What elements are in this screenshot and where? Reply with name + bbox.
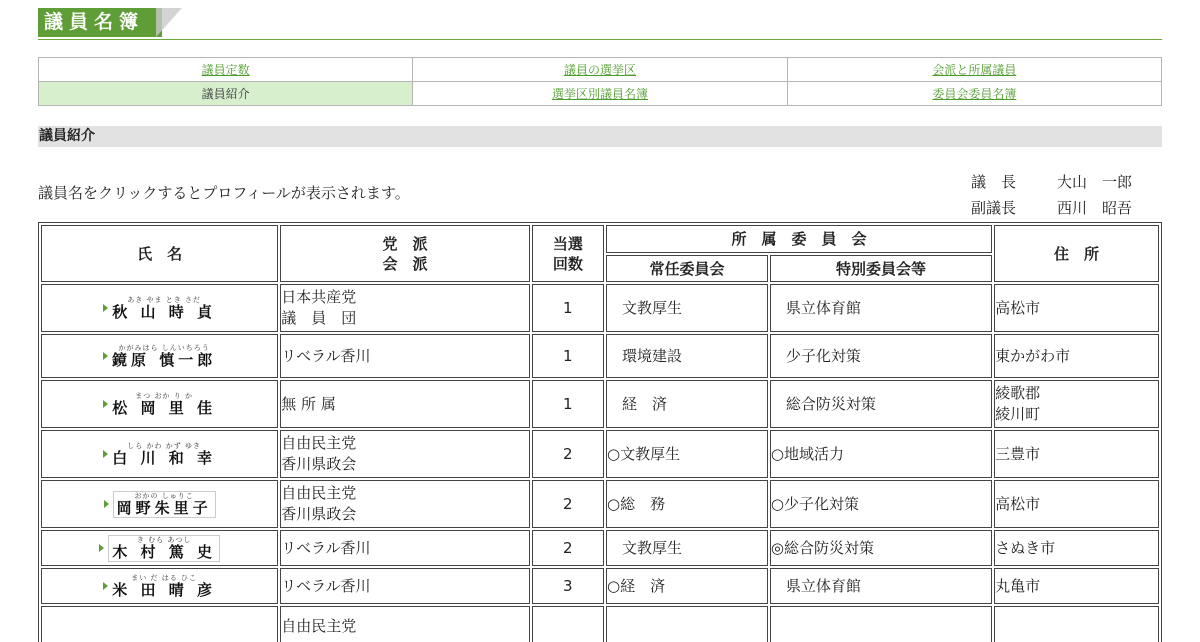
standing-committee: ○総 務	[606, 480, 768, 528]
name-cell	[41, 530, 278, 566]
page-title-bar	[38, 8, 1162, 40]
member-name: 岡野朱里子	[116, 498, 212, 517]
address-line1: 高松市	[995, 494, 1041, 513]
election-count: 1	[532, 380, 604, 428]
intro-text: 議員名をクリックするとプロフィールが表示されます。	[38, 184, 410, 202]
nav-link-factions[interactable]: 会派と所属議員	[932, 63, 1017, 77]
address-cell	[994, 568, 1159, 604]
header-committee-group: 所 属 委 員 会	[606, 225, 992, 253]
address-line1: 三豊市	[995, 444, 1041, 463]
header-special-committee: 特別委員会等	[770, 255, 992, 282]
address-line1: 高松市	[995, 298, 1041, 317]
address-cell	[994, 284, 1159, 332]
party-line1: リベラル香川	[281, 346, 371, 365]
header-party-line1: 党 派	[382, 234, 428, 253]
nav-link-by-district[interactable]: 選挙区別議員名簿	[551, 87, 648, 101]
header-count-line2: 回数	[552, 254, 583, 273]
officer-role: 副議長	[971, 199, 1017, 217]
name-reading: まつ おか り か	[135, 391, 193, 400]
standing-committee	[606, 606, 768, 642]
nav-cell	[413, 58, 787, 82]
address-line1: さぬき市	[995, 538, 1056, 557]
election-count: 2	[532, 530, 604, 566]
table-row	[41, 480, 1159, 528]
address-line2: 綾川町	[995, 405, 1041, 423]
address-line1: 東かがわ市	[995, 346, 1071, 365]
special-committee: ○少子化対策	[770, 480, 992, 528]
party-cell	[280, 430, 529, 478]
nav-cell	[787, 58, 1161, 82]
party-line1: 無 所 属	[281, 394, 336, 413]
standing-committee: ○経 済	[606, 568, 768, 604]
party-cell	[280, 284, 529, 332]
header-count-line1: 当選	[552, 234, 583, 253]
party-line1: リベラル香川	[281, 538, 371, 557]
standing-committee: ○文教厚生	[606, 430, 768, 478]
election-count: 1	[532, 284, 604, 332]
name-cell	[41, 480, 278, 528]
table-row	[41, 568, 1159, 604]
name-reading: まい だ はる ひこ	[131, 573, 197, 582]
member-table	[38, 222, 1162, 642]
election-count: 3	[532, 568, 604, 604]
standing-committee: 文教厚生	[606, 530, 768, 566]
name-cell	[41, 568, 278, 604]
member-table-container	[38, 222, 1162, 642]
standing-committee: 文教厚生	[606, 284, 768, 332]
member-name: 松 岡 里 佳	[112, 398, 216, 417]
special-committee: ◎総合防災対策	[770, 530, 992, 566]
section-heading-text: 議員紹介	[39, 128, 95, 144]
officer-role: 議 長	[971, 173, 1017, 191]
party-line1: 自由民主党	[281, 616, 357, 635]
sub-navigation	[38, 57, 1162, 106]
name-reading: あき やま とき さだ	[127, 295, 201, 304]
party-line1: 日本共産党	[281, 288, 357, 306]
member-name-link[interactable]	[113, 491, 216, 518]
special-committee: 総合防災対策	[770, 380, 992, 428]
header-party-line2: 会 派	[382, 254, 428, 273]
special-committee: ○地域活力	[770, 430, 992, 478]
party-cell	[280, 568, 529, 604]
name-cell	[41, 334, 278, 378]
member-name-link[interactable]	[112, 344, 216, 369]
election-count: 2	[532, 480, 604, 528]
name-reading: かがみはら しんいちろう	[118, 343, 210, 352]
member-name-link[interactable]	[112, 442, 216, 467]
officer-name: 大山 一郎	[1057, 173, 1133, 191]
table-row	[41, 334, 1159, 378]
party-line2: 香川県政会	[281, 455, 357, 473]
member-name-link[interactable]	[112, 574, 216, 599]
header-count	[532, 225, 604, 282]
member-name-link[interactable]	[112, 392, 216, 417]
table-row	[41, 284, 1159, 332]
name-reading: き むら あつし	[136, 535, 192, 544]
page-title: 議員名簿	[38, 8, 162, 37]
member-name-link[interactable]	[112, 296, 216, 321]
member-name-link[interactable]	[108, 535, 220, 562]
party-cell	[280, 480, 529, 528]
nav-link-committee-list[interactable]: 委員会委員名簿	[932, 87, 1017, 101]
election-count: 1	[532, 334, 604, 378]
address-cell	[994, 530, 1159, 566]
nav-item-member-intro-active: 議員紹介	[39, 82, 413, 106]
party-cell	[280, 606, 529, 642]
header-standing-committee: 常任委員会	[606, 255, 768, 282]
address-line1: 綾歌郡	[995, 384, 1041, 402]
header-address: 住 所	[994, 225, 1159, 282]
member-name: 米 田 晴 彦	[112, 580, 216, 599]
address-cell	[994, 606, 1159, 642]
header-party	[280, 225, 529, 282]
member-name: 木 村 篤 史	[112, 542, 216, 561]
table-row	[41, 530, 1159, 566]
address-line1: 丸亀市	[995, 576, 1041, 595]
officer-name: 西川 昭吾	[1057, 199, 1133, 217]
name-cell	[41, 606, 278, 642]
nav-link-constituency[interactable]: 議員の選挙区	[563, 63, 636, 77]
name-reading: しら かわ かず ゆき	[127, 441, 201, 450]
arrow-right-icon	[103, 352, 108, 360]
nav-cell	[413, 82, 787, 106]
address-cell	[994, 480, 1159, 528]
address-cell	[994, 430, 1159, 478]
party-line1: 自由民主党	[281, 484, 357, 502]
name-cell	[41, 380, 278, 428]
table-row	[41, 380, 1159, 428]
address-cell	[994, 380, 1159, 428]
party-cell	[280, 334, 529, 378]
assembly-officers	[971, 169, 1143, 221]
arrow-right-icon	[103, 582, 108, 590]
name-cell	[41, 284, 278, 332]
arrow-right-icon	[103, 400, 108, 408]
member-name: 白 川 和 幸	[112, 448, 216, 467]
party-cell	[280, 380, 529, 428]
election-count	[532, 606, 604, 642]
party-line1: 自由民主党	[281, 434, 357, 452]
member-name: 鏡原 慎一郎	[112, 350, 217, 369]
nav-link-member-quota[interactable]: 議員定数	[201, 63, 250, 77]
nav-cell	[39, 58, 413, 82]
name-reading: おかの しゅりこ	[134, 491, 194, 500]
standing-committee: 環境建設	[606, 334, 768, 378]
party-line1: リベラル香川	[281, 576, 371, 595]
arrow-right-icon	[103, 450, 108, 458]
nav-cell	[787, 82, 1161, 106]
special-committee: 県立体育館	[770, 284, 992, 332]
arrow-right-icon	[99, 544, 104, 552]
arrow-right-icon	[103, 304, 108, 312]
election-count: 2	[532, 430, 604, 478]
special-committee	[770, 606, 992, 642]
party-cell	[280, 530, 529, 566]
party-line2: 香川県政会	[281, 505, 357, 523]
officer-row	[971, 195, 1143, 221]
section-heading	[38, 126, 1162, 147]
arrow-right-icon	[104, 500, 109, 508]
officer-row	[971, 169, 1143, 195]
party-line2: 議 員 団	[281, 309, 357, 327]
table-row	[41, 430, 1159, 478]
special-committee: 県立体育館	[770, 568, 992, 604]
table-row	[41, 606, 1159, 642]
standing-committee: 経 済	[606, 380, 768, 428]
member-name: 秋 山 時 貞	[112, 302, 216, 321]
address-cell	[994, 334, 1159, 378]
name-cell	[41, 430, 278, 478]
title-decoration	[156, 8, 182, 37]
header-name: 氏 名	[41, 225, 278, 282]
special-committee: 少子化対策	[770, 334, 992, 378]
